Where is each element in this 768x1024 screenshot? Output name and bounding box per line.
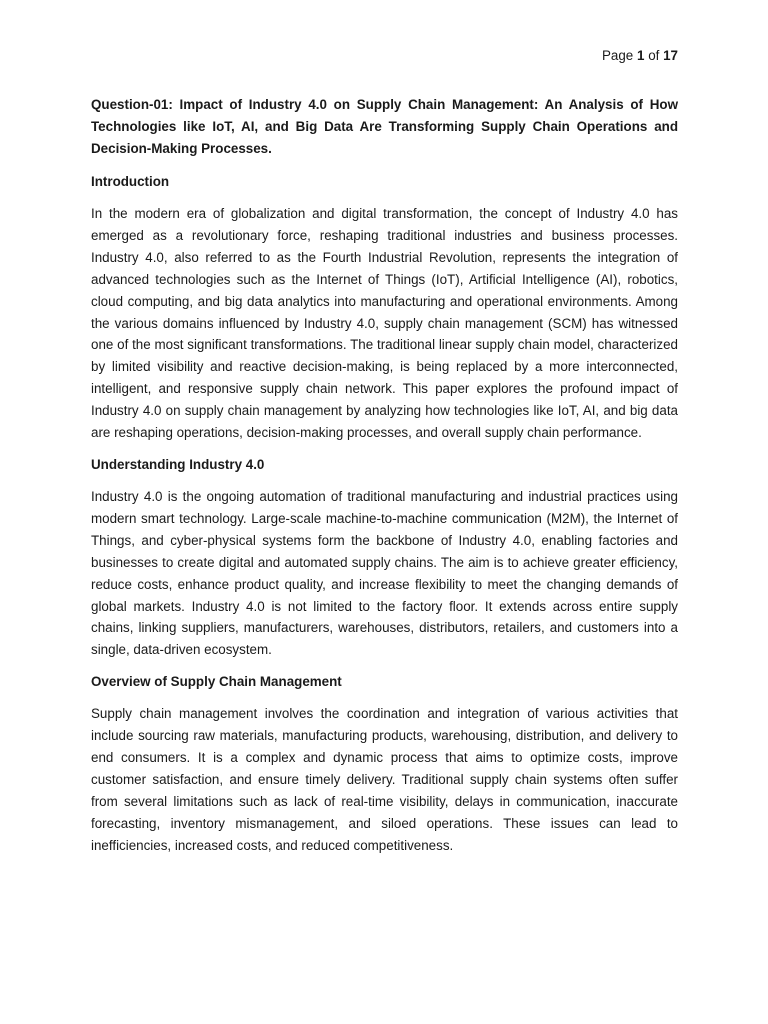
total-pages-number: 17 <box>663 48 678 63</box>
page-prefix: Page <box>601 48 634 63</box>
section-heading-understanding-industry: Understanding Industry 4.0 <box>91 456 265 472</box>
document-body <box>91 94 678 867</box>
page-of-word: of <box>648 48 660 63</box>
section-heading-supply-chain-overview: Overview of Supply Chain Management <box>91 674 342 690</box>
paragraph-introduction: In the modern era of globalization and digital transformation, the concept of Industry 4.0 has emerged as a revolutionary force, reshaping traditional industries and business processes. Industry 4.0, also referred to as the Fourth Industrial Revolution, represents the integration of advanced technologies such as the Internet of Things (IoT), Artificial Intelligence (AI), robotics, cloud computing, and big data analytics into manufacturing and operational environments. Among the various domains influenced by Industry 4.0, supply chain management (SCM) has witnessed one of the most significant transformations. The traditional linear supply chain model, characterized by limited visibility and reactive decision-making, is being replaced by a more interconnected, intelligent, and responsive supply chain network. This paper explores the profound impact of Industry 4.0 on supply chain management by analyzing how technologies like IoT, AI, and big data are reshaping operations, decision-making processes, and overall supply chain performance. <box>91 206 678 441</box>
page-number <box>602 47 678 65</box>
question-title: Question-01: Impact of Industry 4.0 on Supply Chain Management: An Analysis of How Technologies like IoT, AI, and Big Data Are Transforming Supply Chain Operations and Decision-Making Processes. <box>91 97 678 156</box>
current-page-number: 1 <box>637 48 645 63</box>
section-heading-introduction: Introduction <box>91 174 170 189</box>
paragraph-understanding-industry: Industry 4.0 is the ongoing automation of traditional manufacturing and industrial practices using modern smart technology. Large-scale machine-to-machine communication (M2M), the Internet of Things, and cyber-physical systems form the backbone of Industry 4.0, enabling factories and businesses to create digital and automated supply chains. The aim is to achieve greater efficiency, reduce costs, enhance product quality, and increase flexibility to meet the changing demands of global markets. Industry 4.0 is not limited to the factory floor. It extends across entire supply chains, linking suppliers, manufacturers, warehouses, distributors, retailers, and customers into a single, data-driven ecosystem. <box>91 488 678 658</box>
paragraph-supply-chain-overview: Supply chain management involves the coordination and integration of various activities that include sourcing raw materials, manufacturing products, warehousing, distribution, and delivery to end consumers. It is a complex and dynamic process that aims to optimize costs, improve customer satisfaction, and ensure timely delivery. Traditional supply chain systems often suffer from several limitations such as lack of real-time visibility, delays in communication, inaccurate forecasting, inventory mismanagement, and siloed operations. These issues can lead to inefficiencies, increased costs, and reduced competitiveness. <box>91 706 678 853</box>
